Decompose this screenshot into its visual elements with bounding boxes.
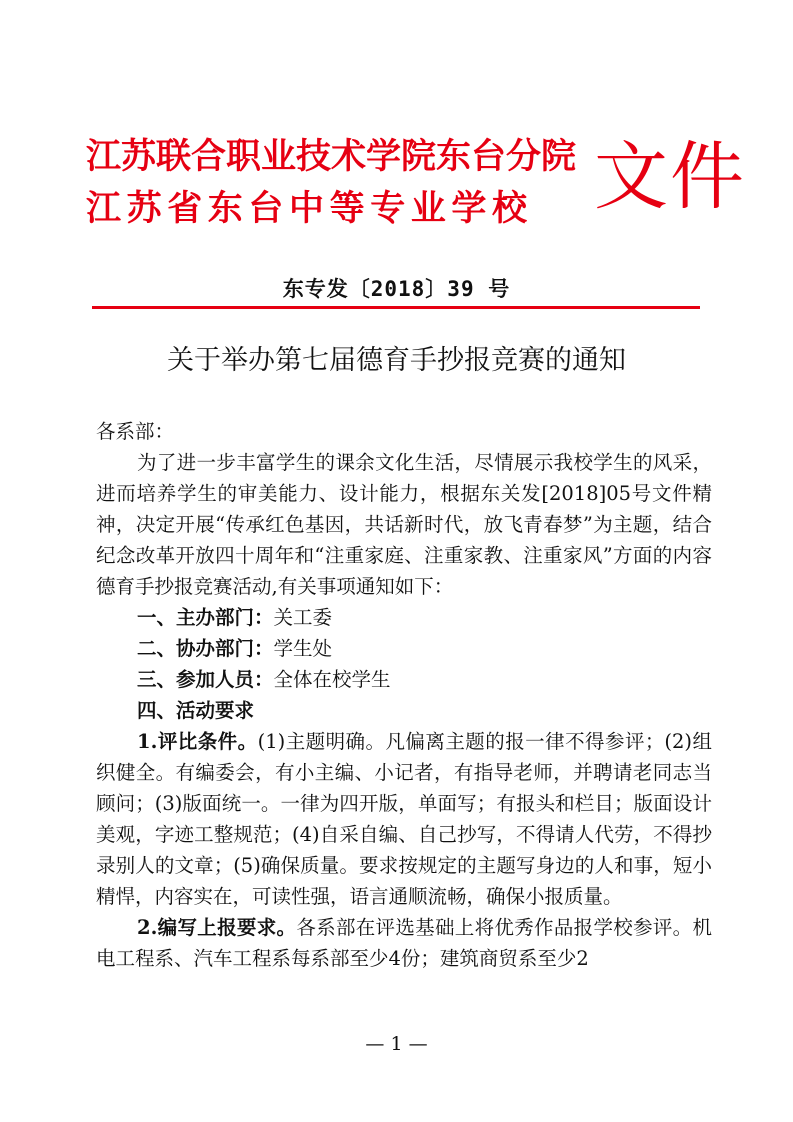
section-co-organizer bbox=[96, 633, 712, 664]
section-organizer bbox=[96, 602, 712, 633]
requirement-label: 2.编写上报要求。 bbox=[137, 916, 297, 939]
section-requirements-heading bbox=[96, 695, 712, 726]
requirement-submission bbox=[96, 912, 712, 974]
issuer-names bbox=[86, 131, 576, 235]
issuer-line-2: 江苏省东台中等专业学校 bbox=[86, 188, 533, 229]
document-number: 东专发〔2018〕39 号 bbox=[282, 277, 511, 301]
intro-paragraph: 为了进一步丰富学生的课余文化生活，尽情展示我校学生的风采，进而培养学生的审美能力、设计能力，根据东关发[2018]05号文件精神，决定开展“传承红色基因，共话新时代，放飞青春梦”为主题，结合纪念改革开放四十周年和“注重家庭、注重家教、注重家风”方面的内容德育手抄报竞赛活动,有关事项通知如下： bbox=[96, 451, 712, 598]
document-word: 文件 bbox=[594, 134, 746, 220]
red-divider-line bbox=[92, 306, 700, 309]
requirement-text: (1)主题明确。凡偏离主题的报一律不得参评；(2)组织健全。有编委会，有小主编、小记者，有指导老师，并聘请老同志当顾问；(3)版面统一。一律为四开版，单面写；有报头和栏目；版面设计美观，字迹工整规范；(4)自采自编、自己抄写，不得请人代劳，不得抄录别人的文章；(5)确保质量。要求按规定的主题写身边的人和事，短小精悍，内容实在，可读性强，语言通顺流畅，确保小报质量。 bbox=[96, 730, 713, 908]
notice-title: 关于举办第七届德育手抄报竞赛的通知 bbox=[167, 345, 626, 376]
issuer-line-1: 江苏联合职业技术学院东台分院 bbox=[86, 136, 577, 177]
requirement-text: 各系部在评选基础上将优秀作品报学校参评。机电工程系、汽车工程系每系部至少4份；建筑商贸系至少2 bbox=[96, 916, 712, 970]
section-value: 学生处 bbox=[273, 637, 333, 660]
section-value: 关工委 bbox=[273, 606, 333, 629]
section-label: 三、参加人员： bbox=[137, 668, 274, 691]
requirement-criteria bbox=[96, 726, 712, 912]
section-value: 全体在校学生 bbox=[273, 668, 391, 691]
section-label: 二、协办部门： bbox=[137, 637, 274, 660]
notice-body bbox=[96, 416, 712, 974]
section-label: 一、主办部门： bbox=[137, 606, 274, 629]
section-participants bbox=[96, 664, 712, 695]
page-number: — 1 — bbox=[365, 1033, 428, 1055]
salutation: 各系部： bbox=[96, 420, 175, 443]
section-label: 四、活动要求 bbox=[137, 699, 255, 722]
requirement-label: 1.评比条件。 bbox=[137, 730, 258, 753]
